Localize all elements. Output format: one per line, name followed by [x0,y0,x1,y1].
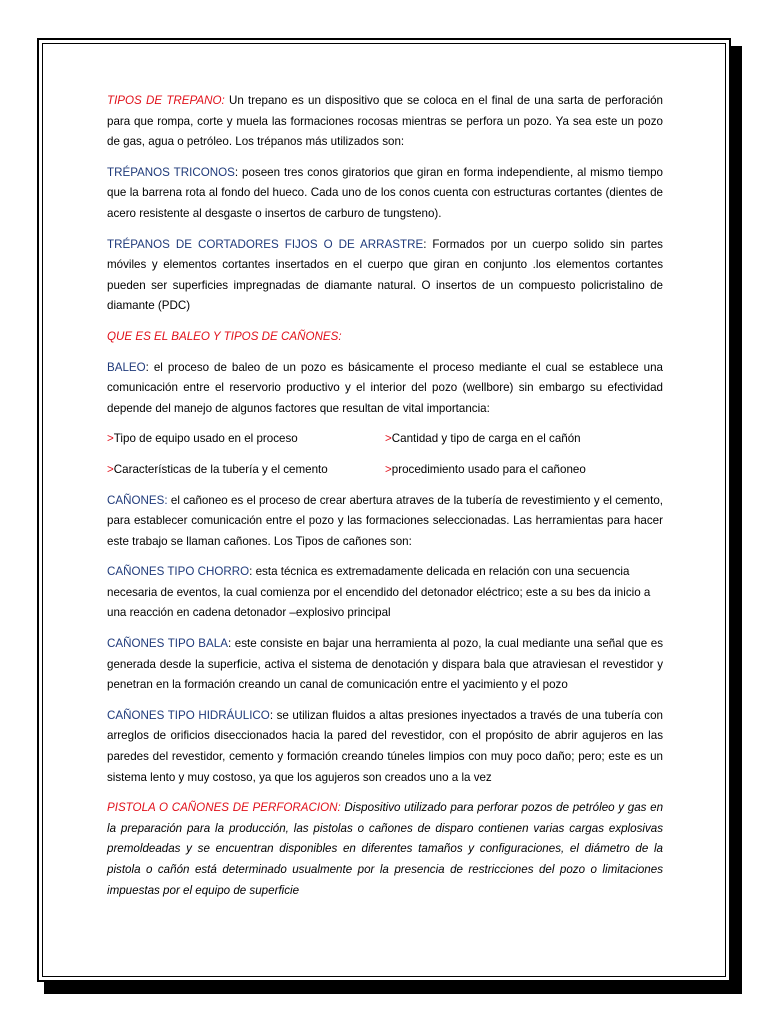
paragraph-tipos-trepano [107,91,663,153]
heading-canones-hidraulico: CAÑONES TIPO HIDRÁULICO [107,708,270,722]
bullet-item [385,429,663,450]
document-content [107,91,663,911]
text-trepanos-cortadores: : Formados por un cuerpo solido sin partes móviles y elementos cortantes insertados en el cuerpo que giran en conjunto .los elementos cortantes pueden ser superficies impregnadas de diamante natural. O insertos de un compuesto policristalino de diamante (PDC) [107,237,663,313]
text-canones-bala: : este consiste en bajar una herramienta al pozo, la cual mediante una señal que es generada desde la superficie, activa el sistema de denotación y dispara bala que atraviesan el revestidor y penetran en la formación creando un canal de comunicación entre el yacimiento y el pozo [107,637,663,692]
bullet-row-1 [107,429,663,450]
bullet-marker: > [385,462,392,476]
paragraph-canones [107,491,663,553]
heading-baleo: BALEO [107,360,146,374]
heading-canones-bala: CAÑONES TIPO BALA [107,637,228,651]
text-tipos-trepano: Un trepano es un dispositivo que se coloca en el final de una sarta de perforación para que rompa, corte y muela las formaciones rocosas mientras se perfora un pozo. Ya sea este un pozo de gas, agua o petróleo. Los trépanos más utilizados son: [107,94,663,149]
bullet-marker: > [107,432,114,446]
heading-trepanos-triconos: TRÉPANOS TRICONOS [107,165,235,179]
bullet-text: Características de la tubería y el cemento [113,462,328,476]
text-canones-chorro: : esta técnica es extremadamente delicada en relación con una secuencia necesaria de eventos, la cual comienza por el encendido del detonador eléctrico; este a su bes da inicio a una reacción en cadena detonador –explosivo principal [107,565,651,620]
bullet-text: Tipo de equipo usado en el proceso [113,432,298,446]
paragraph-canones-hidraulico [107,706,663,788]
paragraph-trepanos-triconos [107,163,663,225]
paragraph-baleo-title [107,327,663,348]
bullet-marker: > [107,462,114,476]
bullet-item [107,460,385,481]
bullet-item [385,460,663,481]
heading-baleo-title: QUE ES EL BALEO Y TIPOS DE CAÑONES: [107,329,342,343]
heading-trepanos-cortadores: TRÉPANOS DE CORTADORES FIJOS O DE ARRASTRE [107,237,424,251]
text-pistola: Dispositivo utilizado para perforar pozos de petróleo y gas en la preparación para la producción, las pistolas o cañones de disparo contienen varias cargas explosivas premoldeadas y se encuentran disponibles en diferentes tamaños y configuraciones, el diámetro de la pistola o cañón está determinado usualmente por la presencia de restricciones del pozo o limitaciones impuestas por el equipo de superficie [107,801,664,897]
bullet-row-2 [107,460,663,481]
text-canones: el cañoneo es el proceso de crear abertura atraves de la tubería de revestimiento y el cemento, para establecer comunicación entre el pozo y las formaciones seleccionadas. Las herramientas para hacer este trabajo se llaman cañones. Los Tipos de cañones son: [107,493,663,548]
paragraph-baleo [107,358,663,420]
bullet-item [107,429,385,450]
paragraph-trepanos-cortadores [107,235,663,317]
heading-canones: CAÑONES: [107,493,168,507]
text-baleo: : el proceso de baleo de un pozo es básicamente el proceso mediante el cual se establece una comunicación entre el reservorio productivo y el interior del pozo (wellbore) sin embargo su efectividad depende del manejo de algunos factores que resultan de vital importancia: [107,360,663,415]
paragraph-canones-chorro [107,562,663,624]
bullet-text: Cantidad y tipo de carga en el cañón [391,432,581,446]
paragraph-canones-bala [107,634,663,696]
heading-canones-chorro: CAÑONES TIPO CHORRO [107,565,250,579]
bullet-marker: > [385,432,392,446]
text-trepanos-triconos: : poseen tres conos giratorios que giran en forma independiente, al mismo tiempo que la barrena rota al fondo del hueco. Cada uno de los conos cuenta con estructuras cortantes (dientes de acero resistente al desgaste o insertos de carburo de tungsteno). [107,165,663,220]
paragraph-pistola [107,798,663,901]
heading-tipos-trepano: TIPOS DE TREPANO: [107,94,225,107]
heading-pistola: PISTOLA O CAÑONES DE PERFORACION: [107,801,341,815]
bullet-text: procedimiento usado para el cañoneo [391,462,586,476]
text-canones-hidraulico: : se utilizan fluidos a altas presiones inyectados a través de una tubería con arreglos de orificios diseccionados hacia la pared del revestidor, con el propósito de abrir agujeros en las paredes del revestidor, cemento y formación creando túneles limpios con muy poco daño; pero; este es un sistema lento y muy costoso, ya que los agujeros son creados uno a la vez [107,708,663,784]
